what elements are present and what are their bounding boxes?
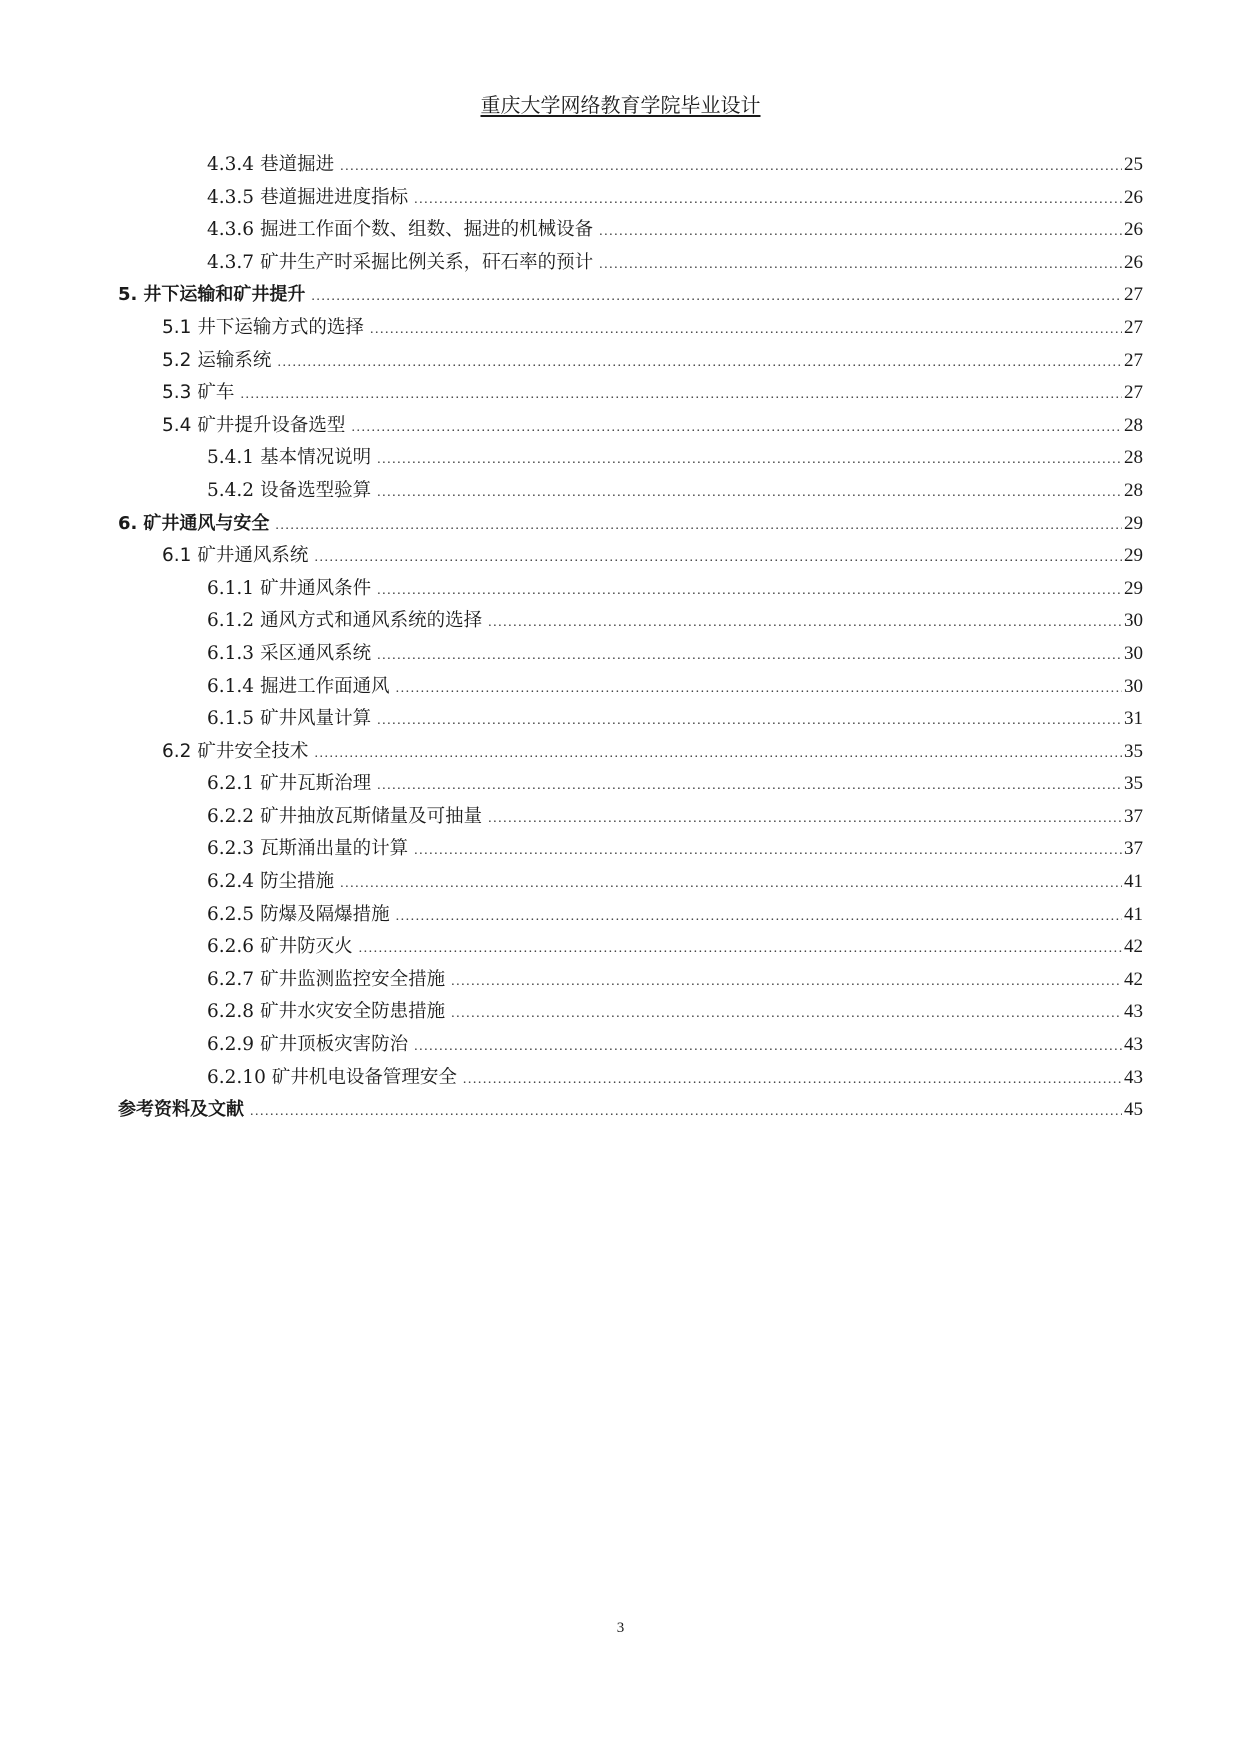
toc-entry-number: 6. [118, 512, 138, 534]
toc-entry-number: 5. [118, 284, 138, 306]
toc-entry-number: 6.1.5 [207, 708, 255, 730]
toc-entry[interactable] [118, 932, 1143, 965]
toc-entry-number: 6.2.5 [207, 903, 255, 925]
toc-entry-page: 26 [1124, 186, 1143, 208]
toc-entry-number: 5.3 [162, 382, 192, 404]
toc-entry-number: 5.2 [162, 349, 192, 371]
toc-entry[interactable] [118, 737, 1143, 770]
toc-entry-number: 5.4 [162, 414, 192, 436]
toc-entry-page: 28 [1124, 414, 1143, 436]
toc-entry[interactable] [118, 769, 1143, 802]
toc-entry[interactable] [118, 248, 1143, 281]
toc-dot-leader [414, 1039, 1122, 1055]
toc-entry-number: 6.1.1 [207, 577, 255, 599]
toc-entry[interactable] [118, 900, 1143, 933]
toc-dot-leader [377, 452, 1122, 468]
toc-entry-title: 矿井抽放瓦斯储量及可抽量 [260, 805, 483, 827]
toc-entry-title: 矿井通风系统 [197, 545, 309, 567]
toc-entry-page: 27 [1124, 316, 1143, 338]
toc-entry-number: 5.4.1 [207, 447, 255, 469]
toc-dot-leader [451, 974, 1122, 990]
toc-dot-leader [377, 583, 1122, 599]
toc-entry-page: 28 [1124, 447, 1143, 469]
toc-entry[interactable] [118, 867, 1143, 900]
toc-entry-number: 4.3.7 [207, 251, 255, 273]
toc-entry-title: 防爆及隔爆措施 [260, 903, 390, 925]
toc-entry-number: 6.2.10 [207, 1066, 266, 1088]
toc-entry-number: 4.3.5 [207, 186, 255, 208]
toc-entry-title: 井下运输方式的选择 [197, 316, 364, 338]
toc-entry[interactable] [118, 1095, 1143, 1128]
toc-entry-page: 35 [1124, 740, 1143, 762]
toc-entry[interactable] [118, 997, 1143, 1030]
toc-entry[interactable] [118, 378, 1143, 411]
toc-entry-number: 4.3.4 [207, 154, 255, 175]
toc-dot-leader [377, 713, 1122, 729]
toc-entry-page: 28 [1124, 479, 1143, 501]
toc-entry[interactable] [118, 802, 1143, 835]
toc-dot-leader [396, 681, 1122, 697]
toc-entry[interactable] [118, 541, 1143, 574]
toc-entry-page: 31 [1124, 708, 1143, 730]
toc-entry-title: 矿井安全技术 [197, 740, 309, 762]
toc-entry[interactable] [118, 834, 1143, 867]
toc-dot-leader [414, 843, 1122, 859]
toc-dot-leader [488, 811, 1122, 827]
toc-entry-number: 5.1 [162, 316, 192, 338]
toc-entry-page: 26 [1124, 219, 1143, 241]
toc-entry[interactable] [118, 280, 1143, 313]
toc-dot-leader [314, 550, 1122, 566]
toc-dot-leader [463, 1072, 1122, 1088]
header-title: 重庆大学网络教育学院毕业设计 [480, 93, 761, 117]
toc-entry-page: 30 [1124, 642, 1143, 664]
toc-entry-number: 6.2.9 [207, 1034, 255, 1056]
toc-entry-page: 29 [1124, 577, 1143, 599]
toc-entry-title: 巷道掘进进度指标 [260, 186, 409, 208]
toc-entry-title: 矿井风量计算 [260, 708, 372, 730]
toc-entry-title: 采区通风系统 [260, 642, 372, 664]
page-number: 3 [616, 1620, 625, 1636]
toc-entry-page: 29 [1124, 512, 1143, 534]
toc-entry-title: 矿井提升设备选型 [197, 414, 346, 436]
toc-dot-leader [488, 615, 1122, 631]
toc-entry-page: 25 [1124, 154, 1143, 175]
toc-entry-page: 29 [1124, 545, 1143, 567]
toc-entry[interactable] [118, 574, 1143, 607]
toc-entry-title: 巷道掘进 [260, 154, 335, 175]
toc-dot-leader [377, 485, 1122, 501]
toc-dot-leader [370, 322, 1122, 338]
toc-entry[interactable] [118, 1063, 1143, 1096]
toc-dot-leader [414, 192, 1122, 208]
toc-entry-title: 基本情况说明 [260, 447, 372, 469]
toc-dot-leader [250, 1104, 1122, 1120]
toc-entry-number: 5.4.2 [207, 479, 255, 501]
toc-entry-page: 43 [1124, 1066, 1143, 1088]
toc-entry[interactable] [118, 606, 1143, 639]
toc-entry-title: 矿车 [197, 382, 235, 404]
toc-entry-title: 掘进工作面通风 [260, 675, 390, 697]
toc-dot-leader [599, 257, 1122, 273]
toc-dot-leader [340, 159, 1122, 175]
toc-entry-number: 6.2.8 [207, 1001, 255, 1023]
toc-entry-title: 井下运输和矿井提升 [143, 284, 306, 306]
toc-entry-number: 6.2.1 [207, 773, 255, 795]
toc-dot-leader [275, 518, 1122, 534]
toc-entry-number: 6.2.2 [207, 805, 255, 827]
toc-entry-page: 30 [1124, 675, 1143, 697]
toc-entry[interactable] [118, 1030, 1143, 1063]
toc-dot-leader [351, 420, 1122, 436]
toc-entry-title: 瓦斯涌出量的计算 [260, 838, 409, 860]
toc-entry-page: 41 [1124, 871, 1143, 893]
toc-entry-number: 6.1 [162, 545, 192, 567]
toc-entry[interactable] [118, 183, 1143, 216]
toc-entry[interactable] [118, 965, 1143, 998]
toc-entry-title: 设备选型验算 [260, 479, 372, 501]
toc-dot-leader [240, 387, 1122, 403]
toc-entry-title: 矿井水灾安全防患措施 [260, 1001, 446, 1023]
toc-entry-page: 41 [1124, 903, 1143, 925]
toc-entry-page: 27 [1124, 382, 1143, 404]
toc-entry-page: 26 [1124, 251, 1143, 273]
toc-dot-leader [311, 289, 1122, 305]
toc-entry-number: 6.1.3 [207, 642, 255, 664]
toc-entry-number: 6.1.4 [207, 675, 255, 697]
toc-entry[interactable] [118, 639, 1143, 672]
toc-entry-number: 6.2.7 [207, 968, 255, 990]
toc-entry-title: 掘进工作面个数、组数、掘进的机械设备 [260, 219, 594, 241]
toc-entry-number: 6.2.6 [207, 936, 255, 958]
toc-entry-title: 矿井通风与安全 [143, 512, 270, 534]
toc-entry-number: 4.3.6 [207, 219, 255, 241]
toc-entry-page: 27 [1124, 284, 1143, 306]
toc-entry-title: 通风方式和通风系统的选择 [260, 610, 483, 632]
toc-entry-page: 37 [1124, 838, 1143, 860]
toc-entry-page: 42 [1124, 968, 1143, 990]
toc-entry-number: 6.1.2 [207, 610, 255, 632]
toc-entry-title: 运输系统 [197, 349, 272, 371]
toc-entry-title: 矿井顶板灾害防治 [260, 1034, 409, 1056]
toc-dot-leader [314, 746, 1122, 762]
table-of-contents [118, 150, 1143, 1128]
toc-entry-number: 6.2 [162, 740, 192, 762]
toc-dot-leader [377, 778, 1122, 794]
toc-entry-page: 43 [1124, 1034, 1143, 1056]
toc-entry[interactable] [118, 411, 1143, 444]
toc-entry-title: 矿井瓦斯治理 [260, 773, 372, 795]
toc-entry-page: 45 [1124, 1099, 1143, 1121]
toc-dot-leader [451, 1006, 1122, 1022]
toc-entry[interactable] [118, 443, 1143, 476]
toc-entry-number: 6.2.4 [207, 871, 255, 893]
toc-dot-leader [377, 648, 1122, 664]
toc-entry-page: 30 [1124, 610, 1143, 632]
toc-entry[interactable] [118, 476, 1143, 509]
toc-entry[interactable] [118, 704, 1143, 737]
toc-entry-page: 42 [1124, 936, 1143, 958]
toc-entry[interactable] [118, 509, 1143, 542]
toc-entry-title: 矿井监测监控安全措施 [260, 968, 446, 990]
toc-entry[interactable] [118, 150, 1143, 183]
toc-entry-title: 矿井机电设备管理安全 [271, 1066, 457, 1088]
toc-entry[interactable] [118, 672, 1143, 705]
toc-entry-title: 矿井通风条件 [260, 577, 372, 599]
toc-entry-page: 27 [1124, 349, 1143, 371]
toc-entry[interactable] [118, 215, 1143, 248]
toc-entry[interactable] [118, 313, 1143, 346]
toc-dot-leader [277, 355, 1122, 371]
toc-entry[interactable] [118, 346, 1143, 379]
toc-entry-page: 37 [1124, 805, 1143, 827]
toc-entry-title: 防尘措施 [260, 871, 335, 893]
toc-entry-page: 43 [1124, 1001, 1143, 1023]
toc-entry-title: 矿井生产时采掘比例关系，矸石率的预计 [260, 251, 594, 273]
toc-entry-page: 35 [1124, 773, 1143, 795]
toc-dot-leader [599, 224, 1122, 240]
page-header [0, 92, 1241, 118]
toc-entry-title: 参考资料及文献 [118, 1099, 244, 1121]
toc-dot-leader [340, 876, 1122, 892]
toc-dot-leader [396, 909, 1122, 925]
toc-dot-leader [359, 941, 1122, 957]
toc-entry-number: 6.2.3 [207, 838, 255, 860]
toc-entry-title: 矿井防灭火 [260, 936, 353, 958]
